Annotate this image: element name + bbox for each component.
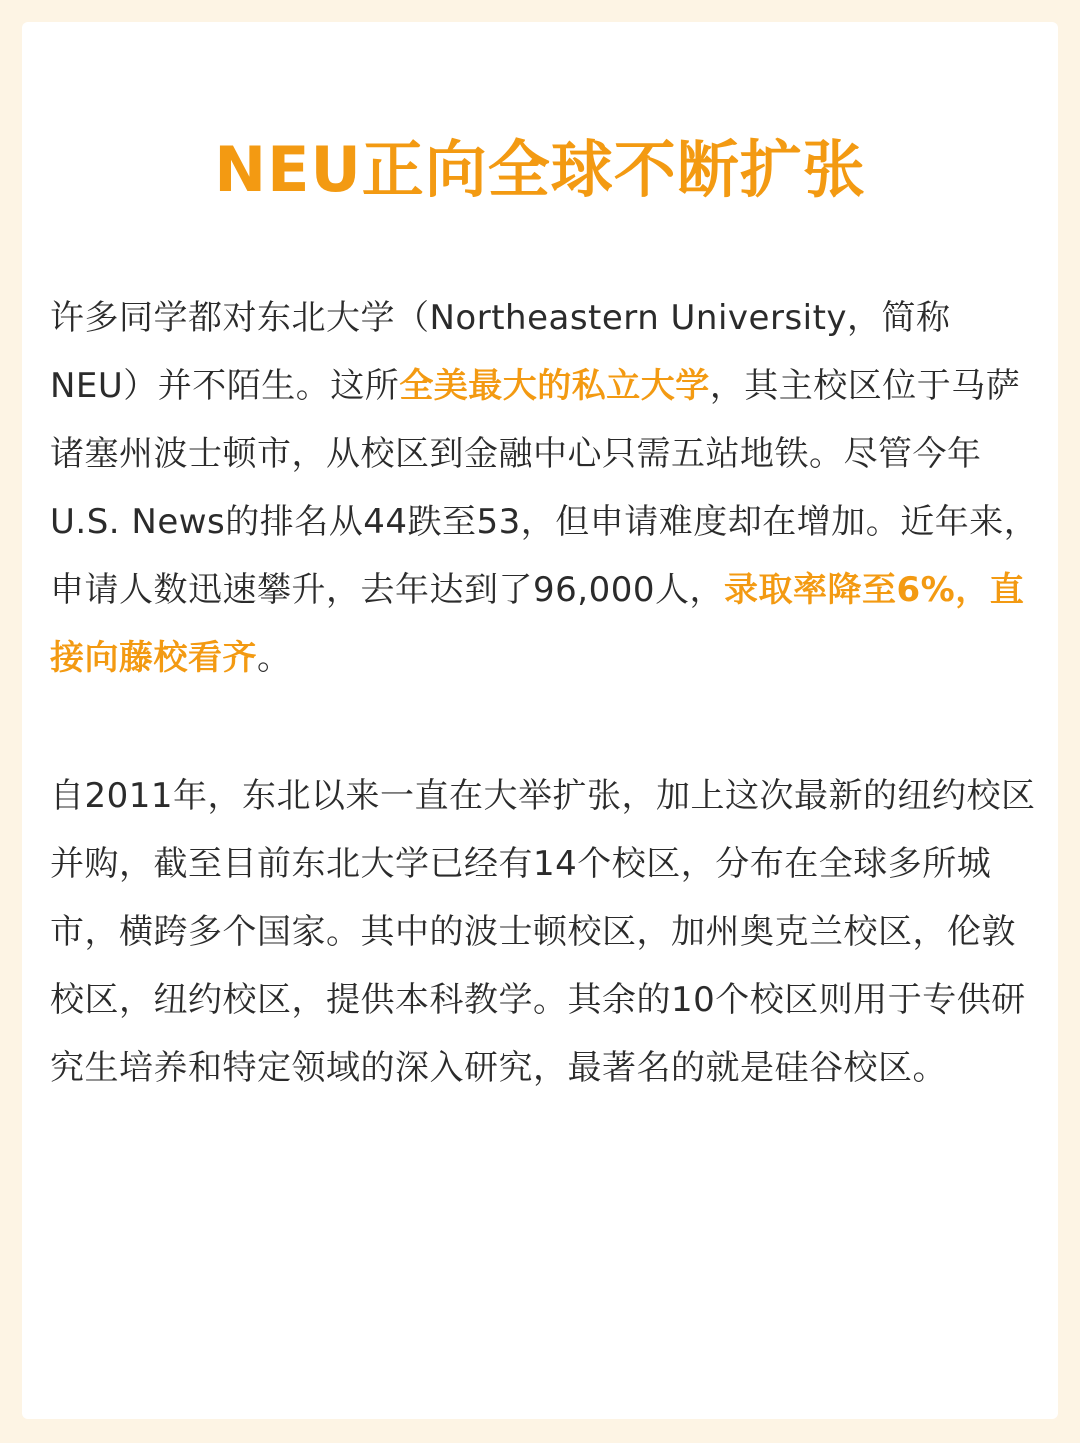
highlight-largest-private-university: 全美最大的私立大学 [399,366,710,406]
page-title: NEU正向全球不断扩张 [214,133,866,206]
paragraph-campuses: 自2011年，东北以来一直在大举扩张，加上这次最新的纽约校区并购，截至目前东北大学已经有14个校区，分布在全球多所城市，横跨多个国家。其中的波士顿校区，加州奥克兰校区，伦敦校区，纽约校区，提供本科教学。其余的10个校区则用于专供研究生培养和特定领域的深入研究，最著名的就是硅谷校区。 [50,776,1036,1088]
paragraph-intro-text-b: ，其主校区位于马萨诸塞州波士顿市，从校区到金融中心只需五站地铁。尽管今年U.S. News的排名从44跌至53，但申请难度却在增加。近年来，申请人数迅速攀升，去年达到了96,000人， [50,366,1039,610]
content-card [22,22,1058,1419]
highlight-admission-rate: 录取率降至6%，直接向藤校看齐 [50,570,1025,678]
paragraph-intro-text-c: 。 [257,638,292,678]
paragraph-intro [50,284,1040,692]
paragraph-intro-text-a: 许多同学都对东北大学（Northeastern University，简称NEU）并不陌生。这所 [50,298,951,406]
